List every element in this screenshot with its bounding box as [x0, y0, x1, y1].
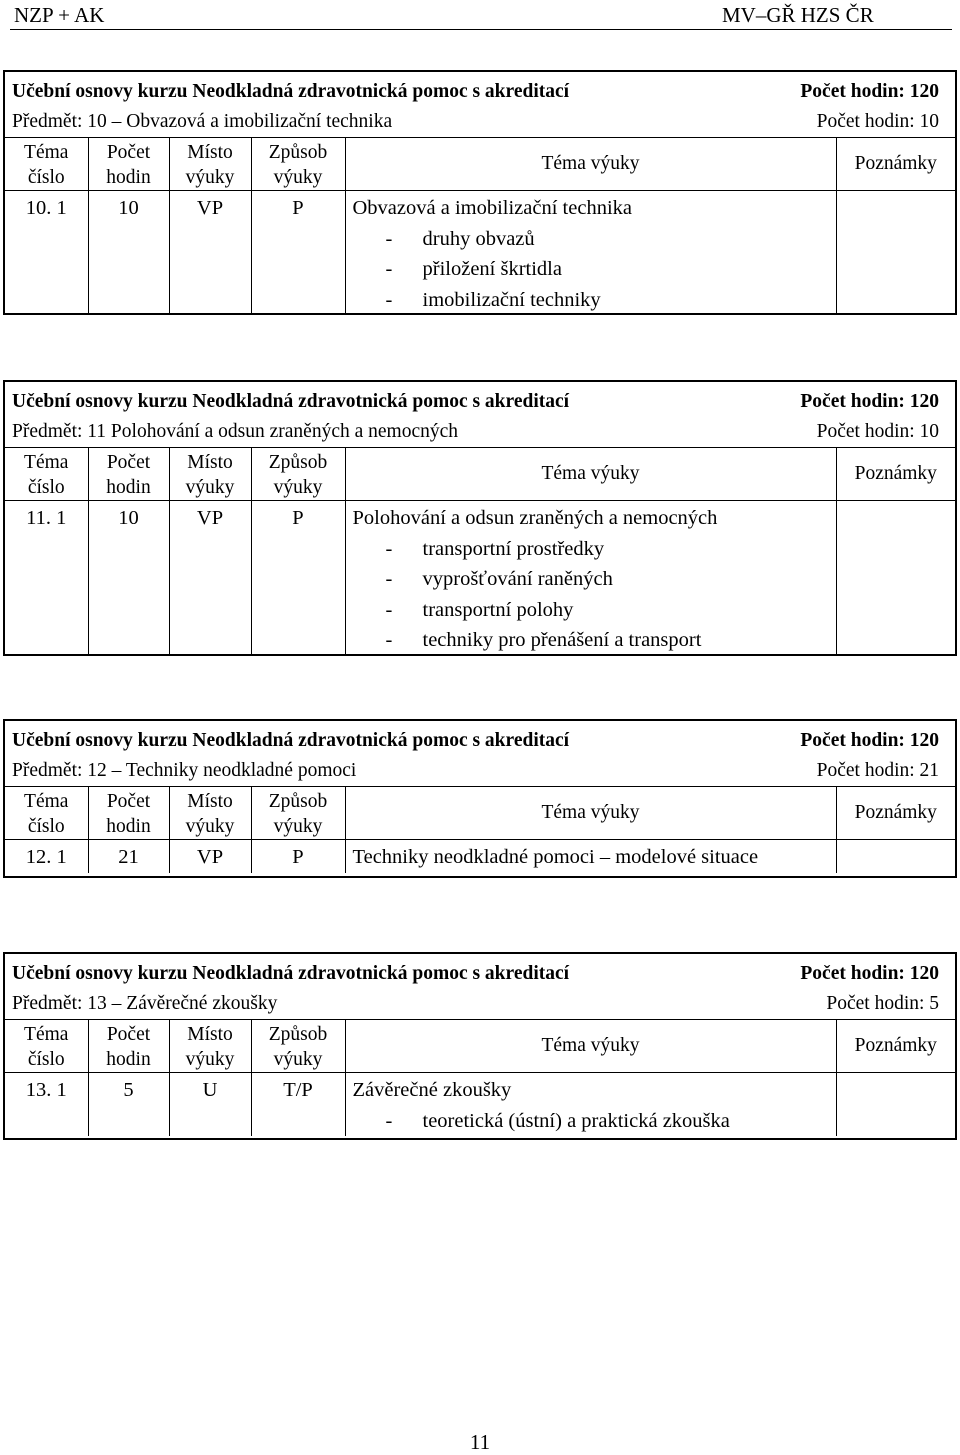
bullet-dash: -	[385, 1109, 393, 1132]
subitem-text: imobilizační techniky	[422, 288, 601, 311]
block-title	[5, 72, 955, 138]
col-header-pocet-hodin: Počet hodin	[88, 448, 169, 501]
topic-subitem	[353, 595, 836, 626]
subitem-text: transportní prostředky	[422, 537, 605, 560]
cell-misto: VP	[169, 191, 251, 316]
bullet-dash: -	[385, 537, 393, 560]
topic-subitem	[353, 285, 836, 316]
col-header-misto-vyuky: Místo výuky	[169, 1020, 251, 1073]
column-header-row	[5, 1020, 955, 1073]
subject-name: Předmět: 12 – Techniky neodkladné pomoci	[12, 760, 357, 781]
topic-subitem	[353, 1106, 836, 1137]
header-left: NZP + AK	[14, 3, 105, 27]
bullet-dash: -	[385, 598, 393, 621]
cell-pocet-hodin: 21	[88, 840, 169, 873]
col-header-zpusob-vyuky: Způsob výuky	[251, 138, 345, 191]
col-header-tema-vyuky: Téma výuky	[345, 448, 836, 501]
topic-title: Polohování a odsun zraněných a nemocných	[352, 507, 718, 529]
col-header-poznamky: Poznámky	[836, 787, 955, 840]
col-header-poznamky: Poznámky	[836, 448, 955, 501]
cell-misto: VP	[169, 840, 251, 873]
bullet-dash: -	[385, 227, 393, 250]
topic-subitem	[353, 534, 836, 565]
curriculum-block-13	[3, 952, 957, 1140]
cell-topic	[345, 1073, 836, 1137]
subitem-text: techniky pro přenášení a transport	[422, 629, 702, 651]
block-title	[5, 954, 955, 1020]
col-header-poznamky: Poznámky	[836, 138, 955, 191]
topic-subitems	[353, 534, 836, 656]
cell-tema-cislo: 12. 1	[25, 846, 67, 868]
cell-zpusob: T/P	[251, 1073, 345, 1137]
col-header-tema-vyuky: Téma výuky	[345, 138, 836, 191]
course-line	[12, 959, 939, 989]
cell-zpusob: P	[251, 501, 345, 656]
bullet-dash: -	[385, 288, 393, 311]
column-header-row	[5, 787, 955, 840]
col-header-misto-vyuky: Místo výuky	[169, 787, 251, 840]
cell-misto: U	[169, 1073, 251, 1137]
col-header-zpusob-vyuky: Způsob výuky	[251, 787, 345, 840]
subitem-text: vyprošťování raněných	[422, 568, 613, 590]
cell-poznamky	[836, 840, 955, 873]
curriculum-block-12	[3, 719, 957, 878]
col-header-tema-cislo: Téma číslo	[5, 138, 88, 191]
cell-pocet-hodin: 10	[88, 501, 169, 656]
header-rule	[10, 29, 952, 30]
col-header-pocet-hodin: Počet hodin	[88, 787, 169, 840]
cell-tema-cislo: 13. 1	[25, 1079, 67, 1101]
col-header-misto-vyuky: Místo výuky	[169, 138, 251, 191]
subject-name: Předmět: 11 Polohování a odsun zraněných a nemocných	[12, 421, 459, 442]
course-hours: Počet hodin: 120	[800, 391, 940, 412]
curriculum-table	[5, 72, 955, 315]
cell-pocet-hodin: 10	[88, 191, 169, 316]
course-hours: Počet hodin: 120	[800, 963, 940, 984]
topic-subitem	[353, 564, 836, 595]
col-header-pocet-hodin: Počet hodin	[88, 1020, 169, 1073]
col-header-poznamky: Poznámky	[836, 1020, 955, 1073]
curriculum-block-10	[3, 70, 957, 315]
subitem-text: přiložení škrtidla	[422, 258, 562, 280]
subject-line	[12, 107, 939, 137]
subject-line	[12, 756, 939, 786]
bullet-dash: -	[385, 258, 393, 280]
block-title	[5, 721, 955, 787]
course-line	[12, 387, 939, 417]
course-name: Učební osnovy kurzu Neodkladná zdravotnická pomoc s akreditací	[12, 391, 570, 412]
table-row	[5, 840, 955, 873]
course-name: Učební osnovy kurzu Neodkladná zdravotnická pomoc s akreditací	[12, 730, 570, 751]
course-hours: Počet hodin: 120	[800, 730, 940, 751]
course-line	[12, 726, 939, 756]
course-name: Učební osnovy kurzu Neodkladná zdravotnická pomoc s akreditací	[12, 81, 570, 102]
subject-hours: Počet hodin: 21	[816, 760, 940, 781]
bullet-dash: -	[385, 568, 393, 590]
col-header-tema-cislo: Téma číslo	[5, 1020, 88, 1073]
cell-zpusob: P	[251, 191, 345, 316]
subject-line	[12, 989, 939, 1019]
topic-subitems	[353, 224, 836, 316]
column-header-row	[5, 448, 955, 501]
subitem-text: transportní polohy	[422, 598, 574, 621]
header-right: MV–GŘ HZS ČR	[722, 3, 874, 27]
topic-title: Závěrečné zkoušky	[352, 1079, 512, 1101]
cell-poznamky	[836, 191, 955, 316]
col-header-tema-vyuky: Téma výuky	[345, 1020, 836, 1073]
cell-zpusob: P	[251, 840, 345, 873]
course-line	[12, 77, 939, 107]
subject-name: Předmět: 10 – Obvazová a imobilizační technika	[12, 111, 393, 132]
topic-subitem	[353, 224, 836, 255]
page-number: 11	[469, 1430, 491, 1454]
subitem-text: teoretická (ústní) a praktická zkouška	[422, 1109, 730, 1132]
col-header-pocet-hodin: Počet hodin	[88, 138, 169, 191]
topic-subitems	[353, 1106, 836, 1137]
curriculum-table	[5, 382, 955, 656]
cell-topic	[345, 191, 836, 316]
cell-topic	[345, 501, 836, 656]
subject-line	[12, 417, 939, 447]
subject-name: Předmět: 13 – Závěrečné zkoušky	[12, 993, 278, 1014]
topic-title: Obvazová a imobilizační technika	[352, 197, 632, 219]
topic-subitem	[353, 625, 836, 656]
cell-misto: VP	[169, 501, 251, 656]
cell-pocet-hodin: 5	[88, 1073, 169, 1137]
course-hours: Počet hodin: 120	[800, 81, 940, 102]
subitem-text: druhy obvazů	[422, 227, 535, 250]
subject-hours: Počet hodin: 10	[816, 421, 940, 442]
subject-hours: Počet hodin: 10	[816, 111, 940, 132]
cell-tema-cislo: 11. 1	[26, 507, 67, 529]
col-header-zpusob-vyuky: Způsob výuky	[251, 448, 345, 501]
col-header-tema-cislo: Téma číslo	[5, 787, 88, 840]
cell-tema-cislo: 10. 1	[25, 197, 67, 219]
col-header-tema-vyuky: Téma výuky	[345, 787, 836, 840]
curriculum-table	[5, 954, 955, 1136]
topic-subitem	[353, 254, 836, 285]
cell-poznamky	[836, 501, 955, 656]
col-header-zpusob-vyuky: Způsob výuky	[251, 1020, 345, 1073]
cell-poznamky	[836, 1073, 955, 1137]
table-row	[5, 1073, 955, 1137]
col-header-misto-vyuky: Místo výuky	[169, 448, 251, 501]
curriculum-table	[5, 721, 955, 873]
table-row	[5, 191, 955, 316]
topic-title: Techniky neodkladné pomoci – modelové situace	[352, 846, 759, 868]
cell-topic	[345, 840, 836, 873]
block-title	[5, 382, 955, 448]
bullet-dash: -	[385, 629, 393, 651]
column-header-row	[5, 138, 955, 191]
table-row	[5, 501, 955, 656]
course-name: Učební osnovy kurzu Neodkladná zdravotnická pomoc s akreditací	[12, 963, 570, 984]
col-header-tema-cislo: Téma číslo	[5, 448, 88, 501]
subject-hours: Počet hodin: 5	[826, 993, 940, 1014]
curriculum-block-11	[3, 380, 957, 656]
